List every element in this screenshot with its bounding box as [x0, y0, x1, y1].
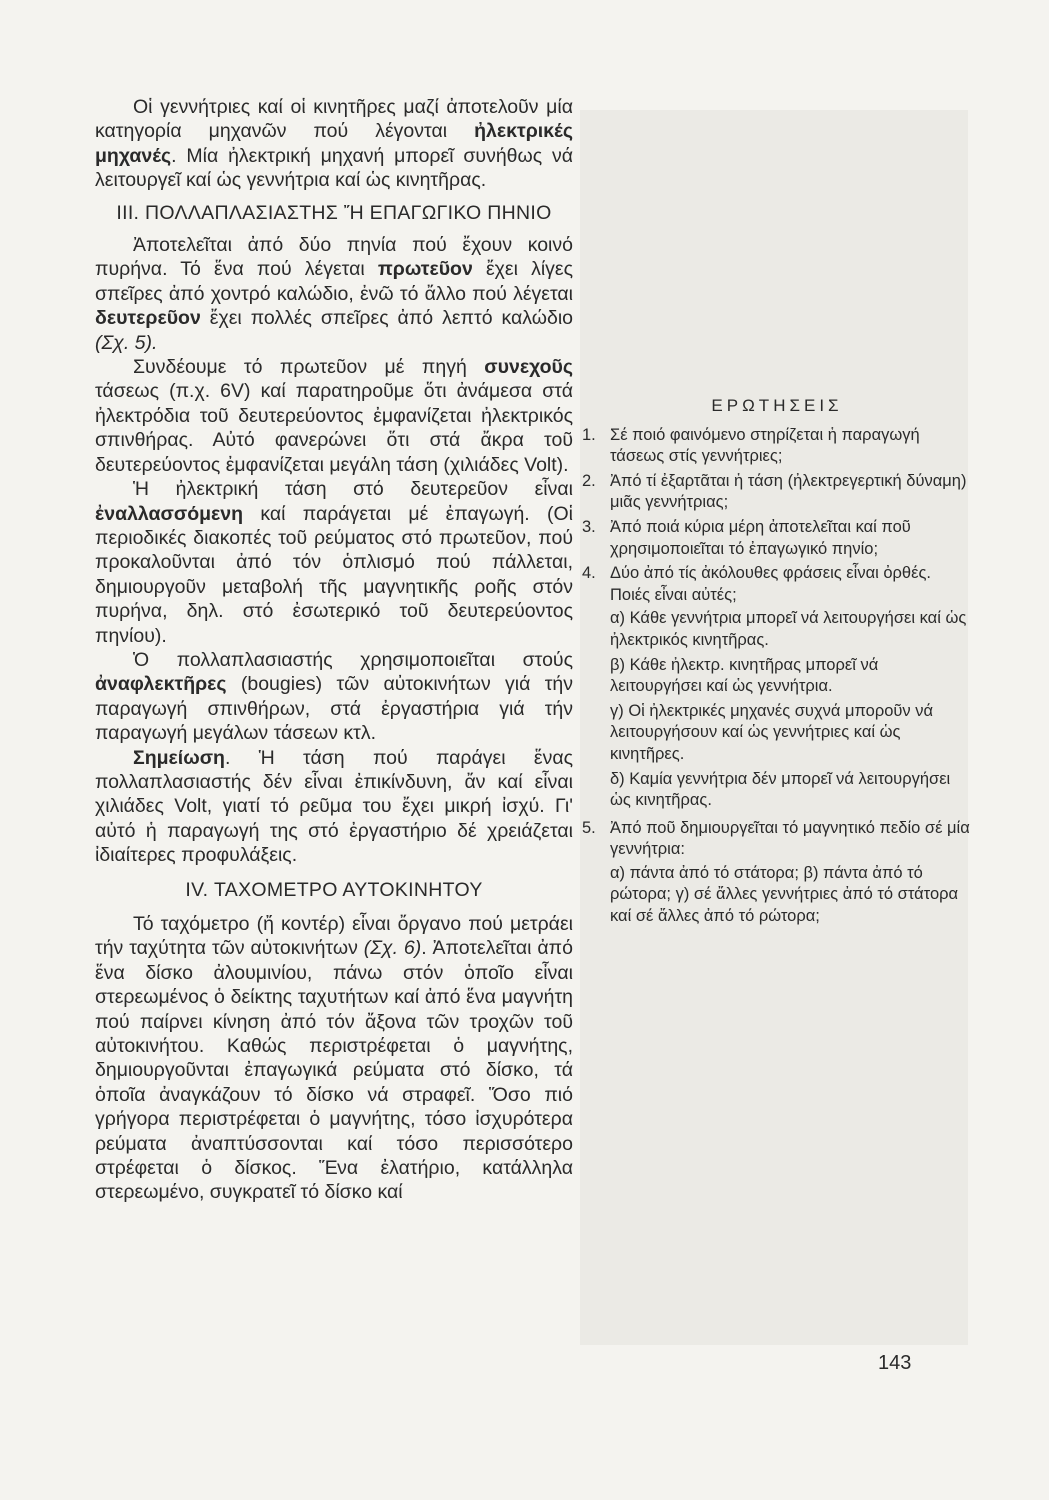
- question-3: [582, 517, 972, 560]
- options-text: α) πάντα ἀπό τό στάτορα; β) πάντα ἀπό τό ρώτορα; γ) σέ ἄλλες γεννήτριες ἀπό τό στάτορα καί σέ ἄλλες ἀπό τό ρώτορα;: [610, 863, 959, 926]
- figure-ref-6: (Σχ. 6): [363, 937, 422, 960]
- section-heading-induction-coil: III. ΠΟΛΛΑΠΛΑΣΙΑΣΤΗΣ Ἤ ΕΠΑΓΩΓΙΚΟ ΠΗΝΙΟ: [116, 201, 552, 224]
- figure-ref-5: (Σχ. 5).: [95, 331, 158, 354]
- option-d: δ) Καμία γεννήτρια δέν μπορεῖ νά λειτουργήσει ὡς κινητῆρας.: [610, 769, 951, 810]
- question-1: [582, 425, 972, 468]
- question-number: 4.: [582, 564, 596, 583]
- option-b: β) Κάθε ἠλεκτρ. κινητῆρας μπορεῖ νά λειτουργήσει καί ὡς γεννήτρια.: [610, 655, 879, 696]
- term-spark-plugs: ἀναφλεκτῆρες: [95, 673, 227, 696]
- section-heading-speedometer: IV. ΤΑΧΟΜΕΤΡΟ ΑΥΤΟΚΙΝΗΤΟΥ: [185, 878, 483, 901]
- page-number: 143: [878, 1352, 912, 1374]
- question-text: Ἀπό τί ἐξαρτᾶται ἡ τάση (ἠλεκτρεγερτική δύναμη) μιᾶς γεννήτριας;: [610, 471, 967, 512]
- option-a: α) Κάθε γεννήτρια μπορεῖ νά λειτουργήσει καί ὡς ἠλεκτρικός κινητῆρας.: [610, 609, 967, 649]
- question-number: 5.: [582, 818, 596, 837]
- term-note: Σημείωση: [133, 746, 225, 769]
- question-text: Ἀπό ποῦ δημιουργεῖται τό μαγνητικό πεδίο σέ μία γεννήτρια:: [610, 818, 970, 859]
- main-text-column: [95, 95, 573, 1205]
- question-options: [610, 608, 972, 811]
- question-text: Ἀπό ποιά κύρια μέρη ἀποτελεῖται καί ποῦ χρησιμοποιεῖται τό ἐπαγωγικό πηνίο;: [610, 517, 911, 558]
- paragraph-coil-structure: Ἀποτελεῖται ἀπό δύο πηνία πού ἔχουν κοινό πυρήνα. Τό ἕνα πού λέγεται πρωτεῦον ἔχει λίγες σπεῖρες ἀπό χοντρό καλώδιο, ἐνῶ τό ἄλλο πού λέγεται δευτερεῦον ἔχει πολλές σπεῖρες ἀπό λεπτό καλώδιο (Σχ. 5).: [95, 234, 574, 354]
- question-5: [582, 818, 972, 931]
- question-text: Δύο ἀπό τίς ἀκόλουθες φράσεις εἶναι ὀρθές. Ποιές εἶναι αὐτές;: [610, 564, 931, 604]
- question-4: [582, 563, 972, 815]
- question-text: Σέ ποιό φαινόμενο στηρίζεται ἡ παραγωγή τάσεως στίς γεννήτριες;: [610, 425, 920, 466]
- questions-column: [582, 395, 972, 934]
- paragraph-speedometer: Τό ταχόμετρο (ἤ κοντέρ) εἶναι ὄργανο πού μετράει τήν ταχύτητα τῶν αὐτοκινήτων (Σχ. 6). Ἀποτελεῖται ἀπό ἕνα δίσκο ἀλουμινίου, πάνω στόν ὁποῖο εἶναι στερεωμένος ὁ δείκτης ταχυτήτων καί ἀπό ἕνα μαγνήτη πού παίρνει κίνηση ἀπό τόν ἄξονα τῶν τροχῶν τοῦ αὐτοκινήτου. Καθώς περιστρέφεται ὁ μαγνήτης, δημιουργοῦνται ἐπαγωγικά ρεύματα στό δίσκο, τά ὁποῖα ἀναγκάζουν τό δίσκο νά στραφεῖ. Ὅσο πιό γρήγορα περιστρέφεται ὁ μαγνήτης, τόσο ἰσχυρότερα ρεύματα ἀναπτύσσονται καί τόσο περισσότερο στρέφεται ὁ δίσκος. Ἕνα ἐλατήριο, κατάλληλα στερεωμένο, συγκρατεῖ τό δίσκο καί: [95, 913, 573, 1204]
- question-number: 1.: [582, 425, 596, 444]
- term-dc: συνεχοῦς: [484, 356, 573, 379]
- option-c: γ) Οἱ ἠλεκτρικές μηχανές συχνά μποροῦν νά λειτουργήσουν καί ὡς γεννήτριες καί ὡς κινητῆρες.: [610, 701, 934, 763]
- question-number: 2.: [582, 471, 596, 490]
- paragraph-electric-machines: Οἱ γεννήτριες καί οἱ κινητῆρες μαζί ἀποτελοῦν μία κατηγορία μηχανῶν πού λέγονται ἠλεκτρικές μηχανές. Μία ἠλεκτρική μηχανή μπορεῖ συνήθως νά λειτουργεῖ καί ὡς γεννήτρια καί ὡς κινητῆρας.: [95, 96, 573, 192]
- term-alternating: ἐναλλασσόμενη: [95, 502, 244, 525]
- question-number: 3.: [582, 517, 596, 536]
- term-electric-machines: ἠλεκτρικές μηχανές: [95, 120, 573, 167]
- paragraph-note: Σημείωση. Ἡ τάση πού παράγει ἕνας πολλαπλασιαστής δέν εἶναι ἐπικίνδυνη, ἄν καί εἶναι χιλιάδες Volt, γιατί τό ρεῦμα του ἔχει μικρή ἰσχύ. Γι' αὐτό ἡ παραγωγή της στό ἐργαστήριο δέ χρειάζεται ἰδιαίτερες προφυλάξεις.: [95, 746, 573, 867]
- term-secondary: δευτερεῦον: [95, 307, 201, 330]
- paragraph-alternating-voltage: Ἡ ἠλεκτρική τάση στό δευτερεῦον εἶναι ἐναλλασσόμενη καί παράγεται μέ ἐπαγωγή. (Οἱ περιοδικές διακοπές τοῦ ρεύματος στό πρωτεῦον, πού προκαλοῦνται ἀπό τόν ὁπλισμό πού πάλλεται, δημιουργοῦν μεταβολή τῆς μαγνητικῆς ροῆς στόν πυρήνα, δηλ. στό ἐσωτερικό τοῦ δευτερεύοντος πηνίου).: [95, 478, 573, 647]
- term-primary: πρωτεῦον: [377, 258, 473, 281]
- question-options: [610, 863, 972, 928]
- paragraph-spark-plugs: Ὁ πολλαπλασιαστής χρησιμοποιεῖται στούς ἀναφλεκτῆρες (bougies) τῶν αὐτοκινήτων γιά τήν παραγωγή σπινθήρων, στά ἐργαστήρια γιά τήν παραγωγή μεγάλων τάσεων κτλ.: [95, 648, 573, 745]
- paragraph-dc-source: Συνδέουμε τό πρωτεῦον μέ πηγή συνεχοῦς τάσεως (π.χ. 6V) καί παρατηροῦμε ὅτι ἀνάμεσα στά ἠλεκτρόδια τοῦ δευτερεύοντος ἐμφανίζεται ἠλεκτρικός σπινθήρας. Αὐτό φανερώνει ὅτι στά ἄκρα τοῦ δευτερεύοντος ἐμφανίζεται μεγάλη τάση (χιλιάδες Volt).: [95, 356, 573, 476]
- question-2: [582, 471, 972, 514]
- questions-title: ΕΡΩΤΗΣΕΙΣ: [711, 396, 843, 415]
